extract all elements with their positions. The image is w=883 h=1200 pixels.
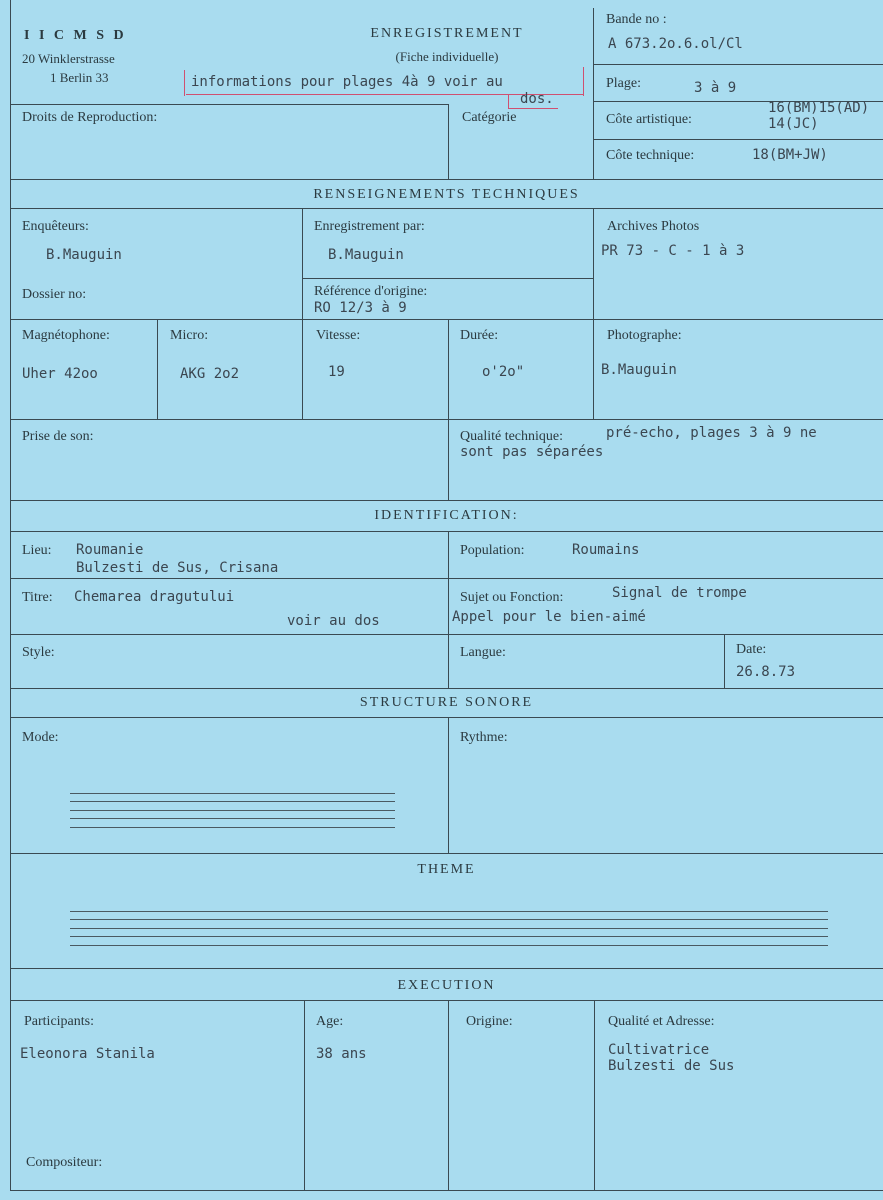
prise-label: Prise de son: xyxy=(22,429,94,444)
cote-technique-label: Côte technique: xyxy=(606,148,695,163)
theme-section-title: THEME xyxy=(417,862,476,877)
section-divider-technique xyxy=(10,179,883,180)
titre-note: voir au dos xyxy=(287,613,380,629)
micro-value: AKG 2o2 xyxy=(180,366,240,382)
date-label: Date: xyxy=(736,642,767,657)
population-value: Roumains xyxy=(572,542,640,558)
duree-value: o'2o" xyxy=(482,364,525,380)
duree-label: Durée: xyxy=(460,328,499,343)
structure-title-divider xyxy=(10,717,883,718)
lieu-label: Lieu: xyxy=(22,543,52,558)
participants-label: Participants: xyxy=(24,1014,94,1029)
enqueteurs-value: B.Mauguin xyxy=(46,247,122,263)
age-value: 38 ans xyxy=(316,1046,367,1062)
lieu-value-2: Bulzesti de Sus, Crisana xyxy=(76,560,279,576)
micro-rule xyxy=(157,319,158,419)
cote-artistique-divider xyxy=(593,139,883,140)
technique-title-divider xyxy=(10,208,883,209)
enregistrement-par-label: Enregistrement par: xyxy=(314,219,425,234)
date-rule xyxy=(724,634,725,688)
technique-rule-1 xyxy=(302,208,303,419)
sujet-value-2: Appel pour le bien-aimé xyxy=(452,609,646,625)
red-mark-tick xyxy=(508,94,509,109)
identification-title-divider xyxy=(10,531,883,532)
execution-rule-3 xyxy=(594,1000,595,1190)
qualite-value-2: sont pas séparées xyxy=(460,444,604,460)
titre-value: Chemarea dragutului xyxy=(74,589,235,605)
cote-artistique-value-1: 16(BM)15(AD) xyxy=(768,100,870,116)
date-value: 26.8.73 xyxy=(736,664,796,680)
form-subtitle: (Fiche individuelle) xyxy=(395,49,499,64)
red-mark-underline xyxy=(508,108,558,109)
origine-label: Origine: xyxy=(466,1014,513,1029)
qualite-adresse-value-1: Cultivatrice xyxy=(608,1042,710,1058)
address-city: 1 Berlin 33 xyxy=(50,70,109,85)
lieu-value-1: Roumanie xyxy=(76,542,144,558)
bande-divider xyxy=(593,64,883,65)
photographe-value: B.Mauguin xyxy=(601,362,677,378)
categorie-rule xyxy=(448,104,449,179)
qualite-adresse-label: Qualité et Adresse: xyxy=(608,1014,715,1029)
identification-section-title: IDENTIFICATION: xyxy=(374,508,519,523)
reference-divider xyxy=(302,278,594,279)
note-line-1: informations pour plages 4à 9 voir au xyxy=(191,74,503,90)
qualite-adresse-value-2: Bulzesti de Sus xyxy=(608,1058,735,1074)
titre-divider xyxy=(10,634,883,635)
bande-value: A 673.2o.6.ol/Cl xyxy=(608,36,743,52)
plage-value: 3 à 9 xyxy=(694,80,737,96)
sujet-value-1: Signal de trompe xyxy=(612,585,747,601)
execution-section-title: EXECUTION xyxy=(397,978,496,993)
population-label: Population: xyxy=(460,543,525,558)
cote-technique-value: 18(BM+JW) xyxy=(752,147,828,163)
red-mark-right xyxy=(583,67,584,96)
vitesse-value: 19 xyxy=(328,364,345,380)
droits-label: Droits de Reproduction: xyxy=(22,110,158,125)
section-divider-structure xyxy=(10,688,883,689)
address-street: 20 Winklerstrasse xyxy=(22,51,115,66)
bande-label: Bande no : xyxy=(606,12,667,27)
enqueteurs-label: Enquêteurs: xyxy=(22,219,89,234)
form-title: ENREGISTREMENT xyxy=(370,26,524,41)
qualite-label: Qualité technique: xyxy=(460,429,564,444)
section-divider-execution xyxy=(10,968,883,969)
bottom-border xyxy=(10,1190,883,1191)
structure-section-title: STRUCTURE SONORE xyxy=(359,695,534,710)
magnetophone-value: Uher 42oo xyxy=(22,366,98,382)
enregistrement-par-value: B.Mauguin xyxy=(328,247,404,263)
archives-label: Archives Photos xyxy=(607,219,700,234)
plage-label: Plage: xyxy=(606,76,641,91)
header-divider-left xyxy=(10,104,448,105)
micro-label: Micro: xyxy=(170,328,209,343)
reference-label: Référence d'origine: xyxy=(314,284,428,299)
cote-artistique-value-2: 14(JC) xyxy=(768,116,819,132)
langue-label: Langue: xyxy=(460,645,506,660)
technique-rule-2 xyxy=(593,208,594,419)
technique-section-title: RENSEIGNEMENTS TECHNIQUES xyxy=(313,187,580,202)
note-line-2: dos. xyxy=(520,91,554,107)
structure-rule xyxy=(448,717,449,853)
compositeur-label: Compositeur: xyxy=(26,1155,103,1170)
magnetophone-label: Magnétophone: xyxy=(22,328,110,343)
lieu-divider xyxy=(10,578,883,579)
cote-artistique-label: Côte artistique: xyxy=(606,112,692,127)
archives-value: PR 73 - C - 1 à 3 xyxy=(601,243,745,259)
section-divider-theme xyxy=(10,853,883,854)
categorie-label: Catégorie xyxy=(462,110,517,125)
titre-label: Titre: xyxy=(22,590,53,605)
execution-rule-2 xyxy=(448,1000,449,1190)
dossier-label: Dossier no: xyxy=(22,287,87,302)
photographe-label: Photographe: xyxy=(607,328,682,343)
section-divider-identification xyxy=(10,500,883,501)
prise-divider xyxy=(10,419,883,420)
participants-value: Eleonora Stanila xyxy=(20,1046,155,1062)
identification-rule xyxy=(448,531,449,688)
execution-rule-1 xyxy=(304,1000,305,1190)
left-border xyxy=(10,0,11,1190)
qualite-value-1: pré-echo, plages 3 à 9 ne xyxy=(606,425,817,441)
mode-label: Mode: xyxy=(22,730,59,745)
age-label: Age: xyxy=(316,1014,344,1029)
reference-value: RO 12/3 à 9 xyxy=(314,300,407,316)
execution-title-divider xyxy=(10,1000,883,1001)
org-name: I I C M S D xyxy=(24,28,127,43)
magnetophone-divider xyxy=(10,319,883,320)
rythme-label: Rythme: xyxy=(460,730,508,745)
style-label: Style: xyxy=(22,645,55,660)
sujet-label: Sujet ou Fonction: xyxy=(460,590,564,605)
duree-rule xyxy=(448,319,449,500)
vitesse-label: Vitesse: xyxy=(316,328,361,343)
